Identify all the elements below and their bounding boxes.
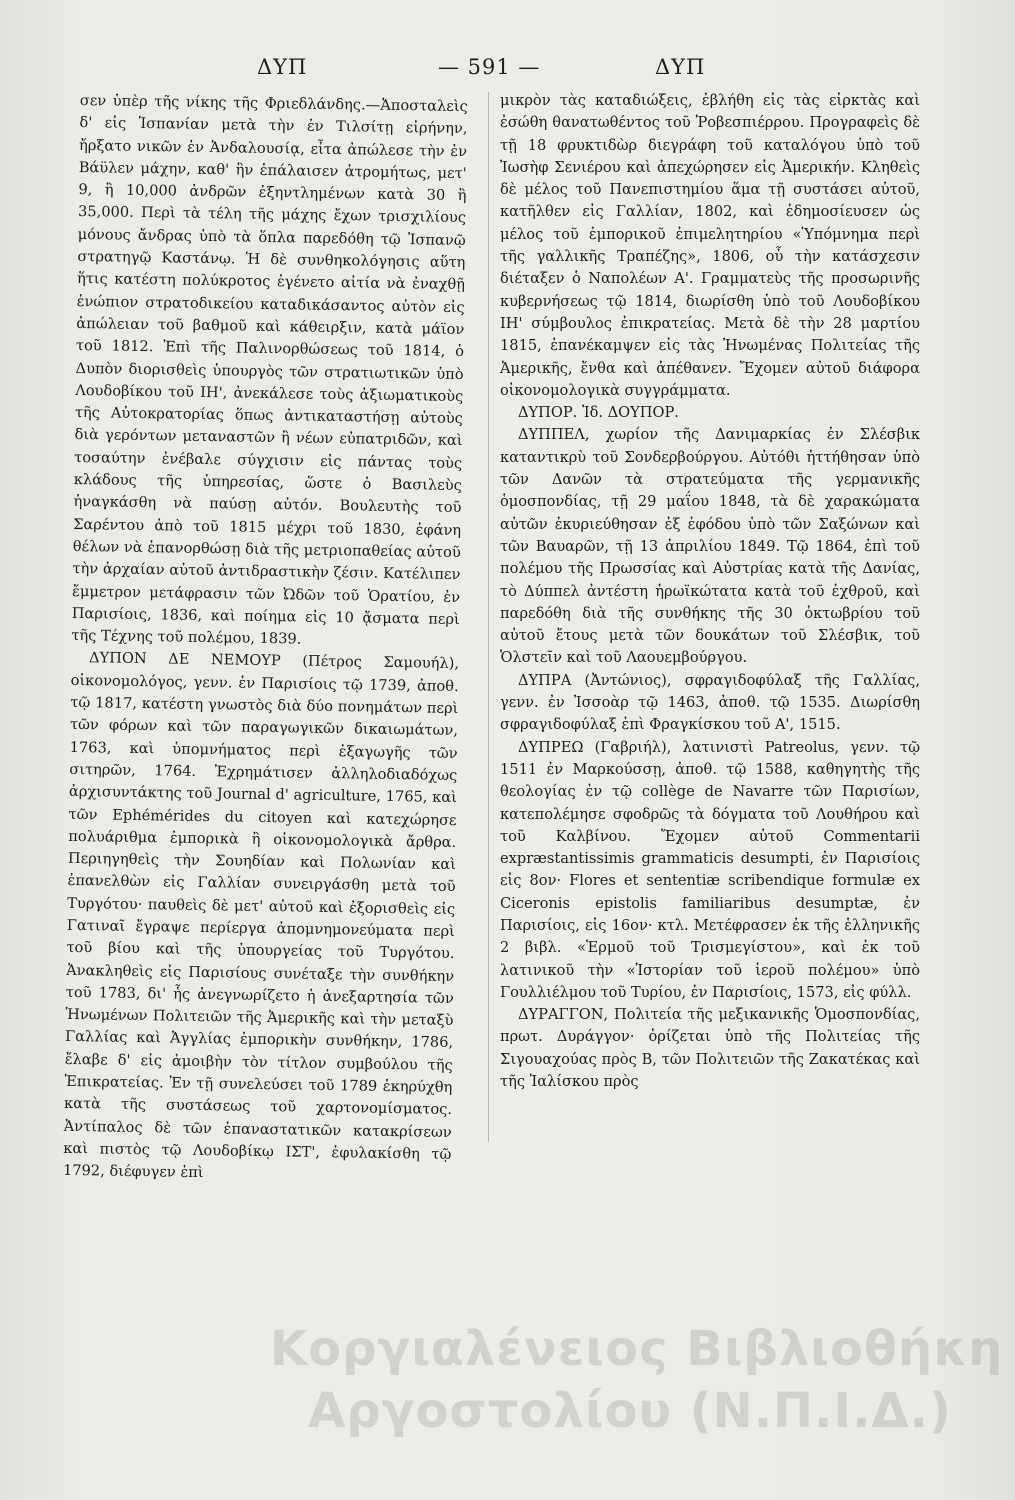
left-column — [58, 90, 468, 1476]
page-number: — 591 — — [438, 55, 541, 79]
header-left-word: ΔΥΠ — [257, 55, 308, 79]
entry-paragraph: ΔΥΡΑΓΓΟΝ, Πολιτεία τῆς μεξικανικῆς Ὁμοσπονδίας, πρωτ. Δυράγγον· ὁρίζεται ὑπὸ τῆς Πολιτείας τῆς Σιγουαχούας πρὸς Β, τῶν Πολιτειῶν τῆς Ζακατέκας καὶ τῆς Ἰαλίσκου πρὸς — [500, 1006, 920, 1091]
entry-paragraph: ΔΥΠΟΡ. Ἰδ. ΔΟΥΠΟΡ. — [518, 404, 679, 422]
watermark-line: Αργοστολίου (Ν.Π.Ι.Δ.) — [308, 1383, 952, 1439]
watermark-line: Κοργιαλένειος Βιβλιοθήκη — [270, 1321, 1004, 1377]
column-divider — [488, 92, 489, 1142]
running-header — [0, 55, 1015, 89]
right-column — [500, 90, 920, 1420]
entry-paragraph: σεν ὑπὲρ τῆς νίκης τῆς Φριεδλάνδης.—Ἀποσταλεὶς δ' εἰς Ἱσπανίαν μετὰ τὴν ἐν Τιλσίτῃ εἰρήνην, ἤρξατο νικῶν ἐν Ἀνδαλουσίᾳ, εἶτα ἀπώλεσε τὴν ἐν Βάϋλεν μάχην, καθ' ἣν ἐπάλαισεν ἀτρομήτως, μετ' 9, ἢ 10,000 ἀνδρῶν ἐξηντλημένων κατὰ 30 ἢ 35,000. Περὶ τὰ τέλη τῆς μάχης ἔχων τρισχιλίους μόνους ἄνδρας ὑπὸ τὰ ὅπλα παρεδόθη τῷ Ἰσπανῷ στρατηγῷ Καστάνῳ. Ἡ δὲ συνθηκολόγησις αὕτη ἥτις κατέστη πολύκροτος ἐγένετο αἰτία νὰ ἐναχθῇ ἐνώπιον στρατοδικείου καταδικάσαντος αὐτὸν εἰς ἀπώλειαν τοῦ βαθμοῦ καὶ κάθειρξιν, κατὰ μάϊον τοῦ 1812. Ἐπὶ τῆς Παλινορθώσεως τοῦ 1814, ὁ Δυπὸν διορισθεὶς ὑπουργὸς τῶν στρατιωτικῶν ὑπὸ Λουδοβίκου τοῦ ΙΗ', ἀνεκάλεσε τοὺς ἀξιωματικοὺς τῆς Αὐτοκρατορίας ὅπως ἀντικαταστήσῃ αὐτοὺς διὰ γερόντων μεταναστῶν ἢ νέων εὐπατριδῶν, καὶ τοσαύτην ἐνέβαλε σύγχισιν εἰς πάντας τοὺς κλάδους τῆς ὑπηρεσίας, ὥστε ὁ Βασιλεὺς ἠναγκάσθη νὰ παύσῃ αὐτόν. Βουλευτὴς τοῦ Σαρέντου ἀπὸ τοῦ 1815 μέχρι τοῦ 1830, ἐφάνη θέλων νὰ ἐπανορθώσῃ διὰ τῆς μετριοπαθείας αὐτοῦ τὴν ἀρχαίαν αὐτοῦ ἀντιδραστικὴν ζέσιν. Κατέλιπεν ἔμμετρον μετάφρασιν τῶν Ὠδῶν τοῦ Ὁρατίου, ἐν Παρισίοις, 1836, καὶ ποίημα εἰς 10 ᾄσματα περὶ τῆς Τέχνης τοῦ πολέμου, 1839. — [71, 91, 468, 648]
entry-paragraph: ΔΥΠΟΝ ΔΕ ΝΕΜΟΥΡ (Πέτρος Σαμουήλ), οἰκονομολόγος, γενν. ἐν Παρισίοις τῷ 1739, ἀποθ. τῷ 1817, κατέστη γνωστὸς διὰ δύο πονημάτων περὶ τῶν φόρων καὶ τῶν παραγωγικῶν δικαιωμάτων, 1763, καὶ ὑπομνήματος περὶ ἐξαγωγῆς τῶν σιτηρῶν, 1764. Ἐχρημάτισεν ἀλληλοδιαδόχως ἀρχισυντάκτης τοῦ Journal d' agriculture, 1765, καὶ τῶν Ephémérides du citoyen καὶ κατεχώρησε πολυάριθμα ἐμπορικὰ ἢ οἰκονομολογικὰ ἄρθρα. Περιηγηθεὶς τὴν Σουηδίαν καὶ Πολωνίαν καὶ ἐπανελθὼν εἰς Γαλλίαν συνειργάσθη μετὰ τοῦ Τυργότου· παυθεὶς δὲ μετ' αὐτοῦ καὶ ἐξορισθεὶς εἰς Γατιναῖ ἔγραψε περίεργα ἀπομνημονεύματα περὶ τοῦ βίου καὶ τῆς ὑπουργείας τοῦ Τυργότου. Ἀνακληθεὶς εἰς Παρισίους συνέταξε τὴν συνθήκην τοῦ 1783, δι' ἧς ἀνεγνωρίζετο ἡ ἀνεξαρτησία τῶν Ἡνωμένων Πολιτειῶν τῆς Ἀμερικῆς καὶ τὴν μεταξὺ Γαλλίας καὶ Ἀγγλίας ἐμπορικὴν συνθήκην, 1786, ἔλαβε δ' εἰς ἀμοιβὴν τὸν τίτλον συμβούλου τῆς Ἐπικρατείας. Ἐν τῇ συνελεύσει τοῦ 1789 ἐκηρύχθη κατὰ τῆς συστάσεως τοῦ χαρτονομίσματος. Ἀντίπαλος δὲ τῶν ἐπαναστατικῶν κατακρίσεων καὶ πιστὸς τῷ Λουδοβίκῳ ΙΣΤ', ἐφυλακίσθη τῷ 1792, διέφυγεν ἐπὶ — [62, 649, 460, 1182]
entry-paragraph: ΔΥΠΡΕΩ (Γαβριήλ), λατινιστὶ Patreolus, γενν. τῷ 1511 ἐν Μαρκούσσῃ, ἀποθ. τῷ 1588, καθηγητὴς τῆς θεολογίας ἐν τῷ collège de Navarre τῶν Παρισίων, κατεπολέμησε σφοδρῶς τὰ δόγματα τοῦ Λουθήρου καὶ τοῦ Καλβίνου. Ἔχομεν αὐτοῦ Commentarii expræstantissimis grammaticis desumpti, ἐν Παρισίοις εἰς 8ον· Flores et sententiæ scribendique formulæ ex Ciceronis epistolis familiaribus desumptæ, ἐν Παρισίοις, εἰς 16ον· κτλ. Μετέφρασεν ἐκ τῆς ἑλληνικῆς 2 βιβλ. «Ἑρμοῦ τοῦ Τρισμεγίστου», καὶ ἐκ τοῦ λατινικοῦ τὴν «Ἱστορίαν τοῦ ἱεροῦ πολέμου» ὑπὸ Γουλλιέλμου τοῦ Τυρίου, ἐν Παρισίοις, 1573, εἰς φύλλ. — [500, 738, 920, 1001]
entry-paragraph: μικρὸν τὰς καταδιώξεις, ἐβλήθη εἰς τὰς εἱρκτὰς καὶ ἐσώθη θανατωθέντος τοῦ Ῥοβεσπιέρρου. Προγραφεὶς δὲ τῇ 18 φρυκτιδὼρ διεγράφη τοῦ καταλόγου ὑπὸ τοῦ Ἰωσὴφ Σενιέρου καὶ ἀπεχώρησεν εἰς Ἀμερικήν. Κληθεὶς δὲ μέλος τοῦ Πανεπιστημίου ἅμα τῇ συστάσει αὐτοῦ, κατῆλθεν εἰς Γαλλίαν, 1802, καὶ ἐδημοσίευσεν ὡς μέλος τοῦ ἐμπορικοῦ ἐπιμελητηρίου «Ὑπόμνημα περὶ τῆς γαλλικῆς Τραπέζης», 1806, οὗ τὴν κατάσχεσιν διέταξεν ὁ Ναπολέων Α'. Γραμματεὺς τῆς προσωρινῆς κυβερνήσεως τῷ 1814, διωρίσθη ὑπὸ τοῦ Λουδοβίκου ΙΗ' σύμβουλος ἐπικρατείας. Μετὰ δὲ τὴν 28 μαρτίου 1815, ἐπανέκαμψεν εἰς τὰς Ἡνωμένας Πολιτείας τῆς Ἀμερικῆς, ἔνθα καὶ ἀπέθανεν. Ἔχομεν αὐτοῦ διάφορα οἰκονομολογικὰ συγγράμματα. — [500, 92, 920, 399]
entry-paragraph: ΔΥΠΡΑ (Ἀντώνιος), σφραγιδοφύλαξ τῆς Γαλλίας, γενν. ἐν Ἰσσοὰρ τῷ 1463, ἀποθ. τῷ 1535. Διωρίσθη σφραγιδοφύλαξ ἐπὶ Φραγκίσκου τοῦ Α', 1515. — [500, 671, 920, 734]
entry-paragraph: ΔΥΠΠΕΛ, χωρίον τῆς Δανιμαρκίας ἐν Σλέσβικ καταντικρὺ τοῦ Σονδερβούργου. Αὐτόθι ἡττήθησαν ὑπὸ τῶν Δανῶν τὰ στρατεύματα τῆς γερμανικῆς ὁμοσπονδίας, τῇ 29 μαΐου 1848, τὰ δὲ χαρακώματα αὐτῶν ἐκυριεύθησαν ἐξ ἐφόδου ὑπὸ τῶν Σαξώνων καὶ τῶν Βαυαρῶν, τῇ 13 ἀπριλίου 1849. Τῷ 1864, ἐπὶ τοῦ πολέμου τῆς Πρωσσίας καὶ Αὐστρίας κατὰ τῆς Δανίας, τὸ Δύππελ ἀντέστη ἡρωϊκώτατα κατὰ τοῦ ἐχθροῦ, καὶ παρεδόθη διὰ τῆς συνθήκης τῆς 30 ὀκτωβρίου τοῦ αὐτοῦ ἔτους μετὰ τῶν δουκάτων τοῦ Σλέσβικ, τοῦ Ὁλστεῖν καὶ τοῦ Λαουεμβούργου. — [500, 426, 920, 667]
header-right-word: ΔΥΠ — [655, 55, 706, 79]
